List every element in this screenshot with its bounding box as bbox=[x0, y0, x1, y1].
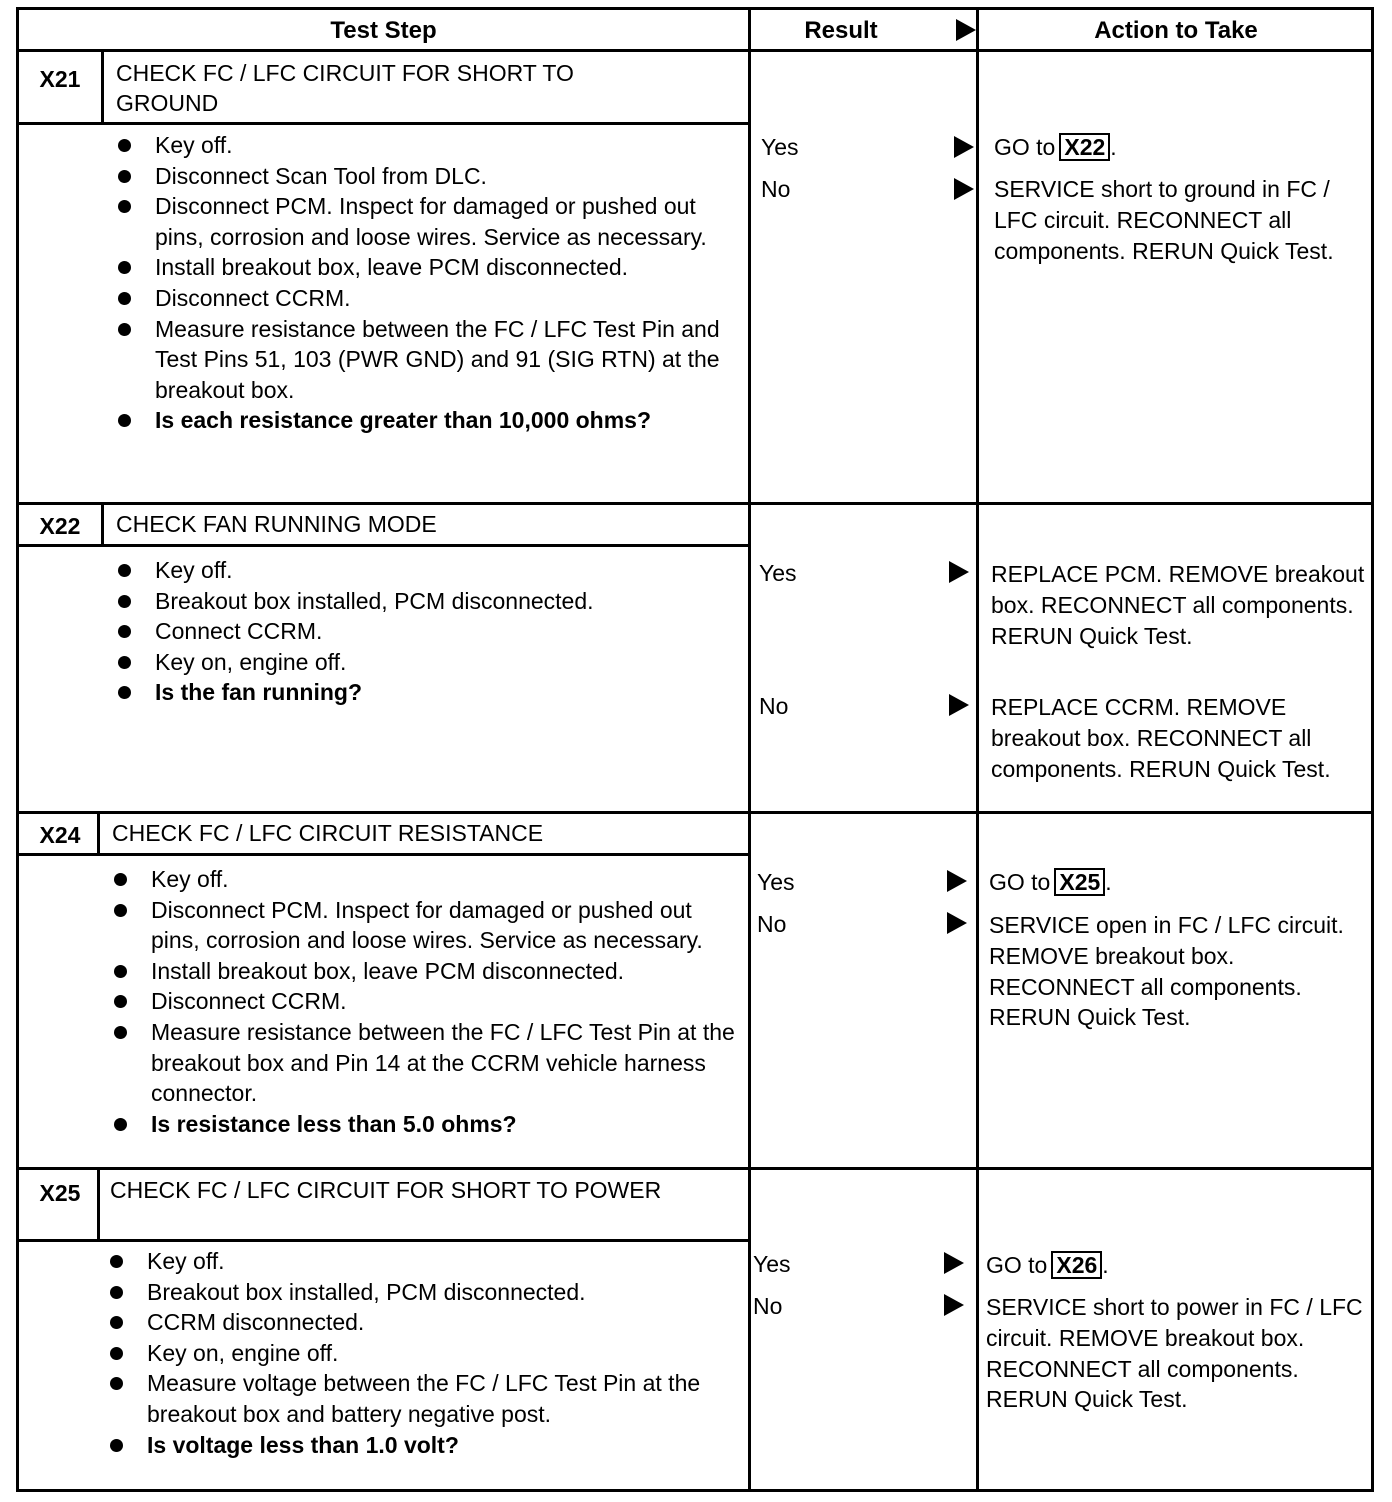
title-underline bbox=[19, 544, 748, 547]
bullet-item: Install breakout box, leave PCM disconnected. bbox=[115, 252, 735, 283]
bullet-item: Key off. bbox=[111, 864, 736, 895]
step-id: X24 bbox=[39, 822, 81, 848]
step-title: CHECK FAN RUNNING MODE bbox=[116, 511, 437, 537]
step-X24 bbox=[19, 814, 1371, 1167]
yes-arrow-icon bbox=[947, 870, 967, 892]
no-action: REPLACE CCRM. REMOVE breakout box. RECONNECT all components. RERUN Quick Test. bbox=[991, 694, 1331, 782]
result-no: No bbox=[759, 693, 789, 719]
yes-action-prefix: GO to bbox=[986, 1252, 1048, 1278]
yes-action-prefix: GO to bbox=[994, 134, 1056, 160]
result-yes: Yes bbox=[757, 869, 795, 895]
no-action: SERVICE short to ground in FC / LFC circuit. RECONNECT all components. RERUN Quick Test. bbox=[994, 176, 1334, 264]
bullet-item: Key off. bbox=[115, 130, 735, 161]
step-bullets bbox=[115, 555, 735, 708]
step-id: X22 bbox=[39, 513, 81, 539]
title-underline bbox=[19, 853, 748, 856]
step-question: Is the fan running? bbox=[115, 677, 735, 708]
result-no: No bbox=[753, 1293, 783, 1319]
yes-arrow-icon bbox=[944, 1252, 964, 1274]
yes-action-suffix: . bbox=[1105, 869, 1112, 895]
id-divider bbox=[101, 52, 104, 123]
yes-action bbox=[986, 1250, 1368, 1281]
no-arrow-icon bbox=[947, 912, 967, 934]
step-question: Is resistance less than 5.0 ohms? bbox=[111, 1109, 736, 1140]
table-header bbox=[19, 10, 1371, 52]
bullet-item: Install breakout box, leave PCM disconnected. bbox=[111, 956, 736, 987]
yes-action: REPLACE PCM. REMOVE breakout box. RECONNECT all components. RERUN Quick Test. bbox=[991, 561, 1365, 649]
bullet-item: Measure resistance between the FC / LFC Test Pin and Test Pins 51, 103 (PWR GND) and 91 (SIG RTN) at the breakout box. bbox=[115, 314, 735, 406]
yes-action bbox=[989, 867, 1369, 898]
no-arrow-icon bbox=[954, 178, 974, 200]
header-test-step: Test Step bbox=[330, 17, 437, 44]
step-X25 bbox=[19, 1170, 1371, 1489]
bullet-item: Connect CCRM. bbox=[115, 616, 735, 647]
step-X21 bbox=[19, 52, 1371, 504]
no-arrow-icon bbox=[949, 694, 969, 716]
step-bullets bbox=[111, 864, 736, 1139]
bullet-item: Disconnect PCM. Inspect for damaged or pushed out pins, corrosion and loose wires. Service as necessary. bbox=[111, 895, 736, 956]
bullet-item: Breakout box installed, PCM disconnected. bbox=[107, 1277, 737, 1308]
title-underline bbox=[19, 1239, 748, 1242]
yes-action-prefix: GO to bbox=[989, 869, 1051, 895]
title-underline bbox=[19, 122, 748, 125]
result-no: No bbox=[757, 911, 787, 937]
step-ref-link[interactable]: X26 bbox=[1051, 1251, 1102, 1279]
header-arrow-icon bbox=[956, 19, 976, 41]
bullet-item: CCRM disconnected. bbox=[107, 1307, 737, 1338]
bullet-item: Disconnect Scan Tool from DLC. bbox=[115, 161, 735, 192]
step-question: Is each resistance greater than 10,000 ohms? bbox=[115, 405, 735, 436]
diagnostic-table bbox=[16, 7, 1374, 1492]
bullet-item: Breakout box installed, PCM disconnected. bbox=[115, 586, 735, 617]
yes-arrow-icon bbox=[949, 561, 969, 583]
step-title: CHECK FC / LFC CIRCUIT FOR SHORT TO POWER bbox=[110, 1177, 662, 1203]
yes-action bbox=[994, 132, 1364, 163]
bullet-item: Disconnect PCM. Inspect for damaged or pushed out pins, corrosion and loose wires. Service as necessary. bbox=[115, 191, 735, 252]
bullet-item: Disconnect CCRM. bbox=[111, 986, 736, 1017]
result-yes: Yes bbox=[753, 1251, 791, 1277]
result-no: No bbox=[761, 176, 791, 202]
bullet-item: Key on, engine off. bbox=[115, 647, 735, 678]
bullet-item: Key off. bbox=[107, 1246, 737, 1277]
step-bullets bbox=[115, 130, 735, 436]
yes-action-suffix: . bbox=[1102, 1252, 1109, 1278]
bullet-item: Key off. bbox=[115, 555, 735, 586]
no-arrow-icon bbox=[944, 1294, 964, 1316]
id-divider bbox=[101, 505, 104, 545]
step-ref-link[interactable]: X22 bbox=[1059, 133, 1110, 161]
result-yes: Yes bbox=[759, 560, 797, 586]
step-id: X25 bbox=[39, 1180, 81, 1206]
bullet-item: Key on, engine off. bbox=[107, 1338, 737, 1369]
result-yes: Yes bbox=[761, 134, 799, 160]
bullet-item: Disconnect CCRM. bbox=[115, 283, 735, 314]
no-action: SERVICE open in FC / LFC circuit. REMOVE breakout box. RECONNECT all components. RERUN Quick Test. bbox=[989, 912, 1344, 1031]
step-bullets bbox=[107, 1246, 737, 1460]
bullet-item: Measure voltage between the FC / LFC Test Pin at the breakout box and battery negative post. bbox=[107, 1368, 737, 1429]
step-ref-link[interactable]: X25 bbox=[1054, 868, 1105, 896]
yes-arrow-icon bbox=[954, 136, 974, 158]
bullet-item: Measure resistance between the FC / LFC Test Pin at the breakout box and Pin 14 at the CCRM vehicle harness connector. bbox=[111, 1017, 736, 1109]
step-X22 bbox=[19, 505, 1371, 811]
header-result: Result bbox=[804, 17, 878, 44]
step-title: CHECK FC / LFC CIRCUIT RESISTANCE bbox=[112, 820, 544, 846]
step-title: CHECK FC / LFC CIRCUIT FOR SHORT TO GROUND bbox=[116, 60, 574, 116]
step-id: X21 bbox=[39, 66, 81, 92]
id-divider bbox=[97, 1170, 100, 1240]
step-question: Is voltage less than 1.0 volt? bbox=[107, 1430, 737, 1461]
no-action: SERVICE short to power in FC / LFC circuit. REMOVE breakout box. RECONNECT all components. RERUN Quick Test. bbox=[986, 1294, 1363, 1413]
header-action: Action to Take bbox=[1094, 17, 1258, 44]
yes-action-suffix: . bbox=[1110, 134, 1117, 160]
id-divider bbox=[97, 814, 100, 854]
